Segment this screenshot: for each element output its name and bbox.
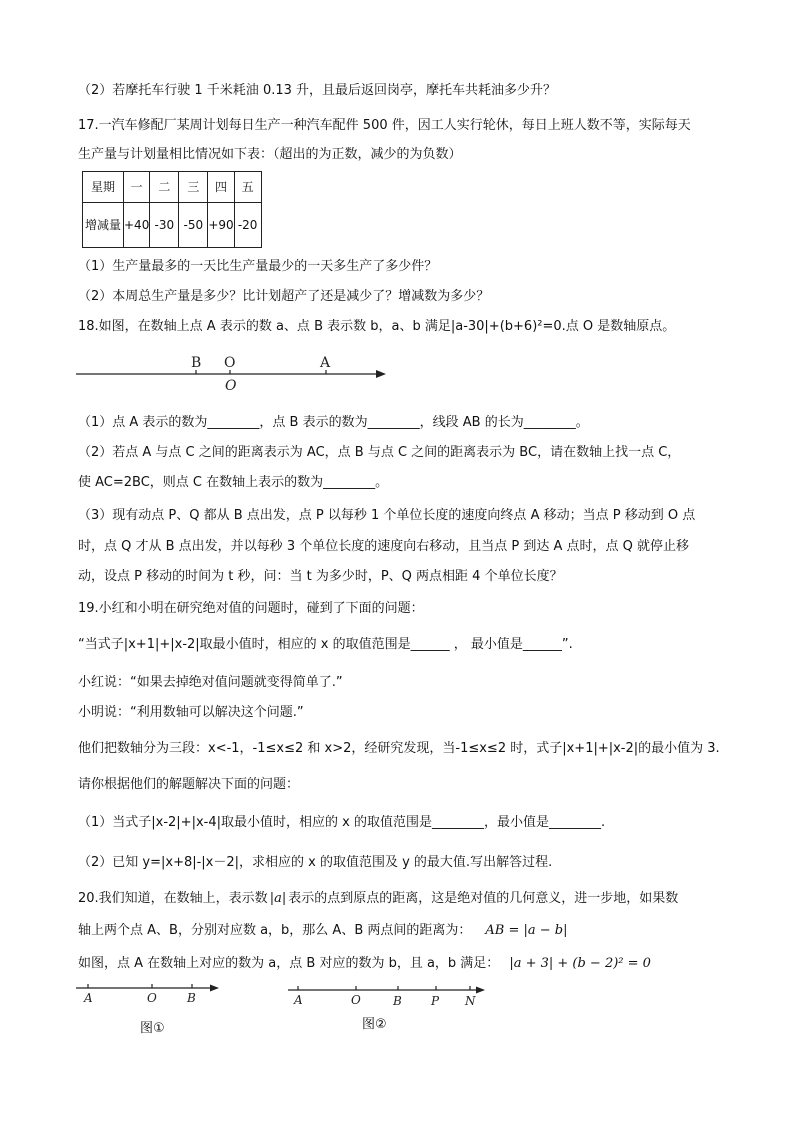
- abs-a-formula: |a|: [269, 891, 287, 906]
- point-label-n: N: [465, 994, 476, 1008]
- table-cell: 四: [208, 172, 234, 203]
- q16-part2: （2）若摩托车行驶 1 千米耗油 0.13 升，且最后返回岗亭，摩托车共耗油多少升？: [78, 83, 557, 98]
- q20-text: 如图，点 A 在数轴上对应的数为 a，点 B 对应的数为 b，且 a，b 满足：: [78, 956, 500, 971]
- figure2-caption: 图②: [362, 1017, 387, 1032]
- table-cell: 五: [234, 172, 261, 203]
- point-label-o: O: [147, 991, 157, 1005]
- q18-part3-cont2: 动，设点 P 移动的时间为 t 秒，问：当 t 为多少时，P、Q 两点相距 4 个单位长度？: [78, 569, 563, 584]
- point-label-o: O: [351, 993, 361, 1007]
- figure1-caption: 图①: [140, 1021, 165, 1036]
- q18-stem: 18.如图，在数轴上点 A 表示的数 a、点 B 表示数 b，a、b 满足|a-30|+(b+6)²=0.点 O 是数轴原点。: [78, 319, 676, 334]
- q18-part2: （2）若点 A 与点 C 之间的距离表示为 AC，点 B 与点 C 之间的距离表示为 BC，请在数轴上找一点 C，: [78, 445, 681, 460]
- q20-text: 20.我们知道，在数轴上，表示数: [78, 891, 268, 906]
- number-line-figure1: [74, 976, 234, 1010]
- q19-stem: 19.小红和小明在研究绝对值的问题时，碰到了下面的问题：: [78, 601, 424, 616]
- number-line-figure2: [286, 978, 506, 1012]
- table-cell: +90: [208, 203, 234, 248]
- table-row: [83, 203, 262, 248]
- q17-stem-cont: 生产量与计划量相比情况如下表：（超出的为正数，减少的为负数）: [78, 147, 462, 162]
- table-cell: 增减量: [83, 203, 124, 248]
- point-label-b: B: [393, 994, 402, 1008]
- q20-stem: [78, 890, 678, 908]
- point-label-b: B: [187, 991, 196, 1005]
- table-cell: 二: [150, 172, 179, 203]
- q18-part3: （3）现有动点 P、Q 都从 B 点出发，点 P 以每秒 1 个单位长度的速度向终点 A 移动；当点 P 移动到 O 点: [78, 508, 696, 523]
- q19-part1: （1）当式子|x-2|+|x-4|取最小值时，相应的 x 的取值范围是________，最小值是________.: [78, 815, 606, 830]
- q17-part2: （2）本周总生产量是多少？比计划超产了还是减少了？增减数为多少？: [78, 289, 490, 304]
- q19-xiaoming: 小明说：“利用数轴可以解决这个问题.”: [78, 705, 304, 720]
- q19-xiaohong: 小红说：“如果去掉绝对值问题就变得简单了.”: [78, 675, 343, 690]
- point-label-p: P: [431, 994, 440, 1008]
- q20-condition-line: [78, 955, 651, 973]
- q18-part3-cont: 时，点 Q 才从 B 点出发，并以每秒 3 个单位长度的速度向右移动，且当点 P 到达 A 点时，点 Q 就停止移: [78, 539, 689, 554]
- q17-part1: （1）生产量最多的一天比生产量最少的一天多生产了多少件？: [78, 259, 438, 274]
- point-label-b: B: [191, 355, 202, 371]
- table-header-row: [83, 172, 262, 203]
- table-cell: 星期: [83, 172, 124, 203]
- table-cell: 三: [179, 172, 208, 203]
- point-label-o: O: [224, 355, 236, 371]
- q19-part2: （2）已知 y=|x+8|-|x－2|，求相应的 x 的取值范围及 y 的最大值.写出解答过程.: [78, 855, 553, 870]
- q19-instruction: 请你根据他们的解题解决下面的问题：: [78, 777, 300, 792]
- q20-text-cont: 表示的点到原点的距离，这是绝对值的几何意义，进一步地，如果数: [288, 891, 679, 906]
- q19-analysis: 他们把数轴分为三段：x<-1，-1≤x≤2 和 x>2，经研究发现，当-1≤x≤2 时，式子|x+1|+|x-2|的最小值为 3.: [78, 741, 720, 756]
- distance-formula: AB = |a − b|: [485, 923, 568, 938]
- table-cell: -20: [234, 203, 261, 248]
- q20-text: 轴上两个点 A、B，分别对应数 a，b，那么 A、B 两点间的距离为：: [78, 923, 472, 938]
- point-label-a: A: [320, 355, 331, 371]
- q19-quote: “当式子|x+1|+|x-2|取最小值时，相应的 x 的取值范围是______ ， 最小值是______”.: [78, 637, 573, 652]
- point-label-a: A: [294, 993, 303, 1007]
- point-label-a: A: [84, 991, 93, 1005]
- q17-stem: 17.一汽车修配厂某周计划每日生产一种汽车配件 500 件，因工人实行轮休，每日上班人数不等，实际每天: [78, 118, 691, 133]
- table-cell: 一: [124, 172, 150, 203]
- table-cell: -50: [179, 203, 208, 248]
- table-cell: +40: [124, 203, 150, 248]
- origin-label: O: [225, 378, 237, 394]
- production-table: [82, 171, 262, 248]
- table-cell: -30: [150, 203, 179, 248]
- q18-part2-cont: 使 AC=2BC，则点 C 在数轴上表示的数为________。: [78, 475, 389, 490]
- q20-distance-line: [78, 922, 567, 940]
- condition-formula: |a + 3| + (b − 2)² = 0: [509, 956, 651, 971]
- q18-part1: （1）点 A 表示的数为________，点 B 表示的数为________，线段 AB 的长为________。: [78, 415, 589, 430]
- number-line-q18: [74, 350, 394, 400]
